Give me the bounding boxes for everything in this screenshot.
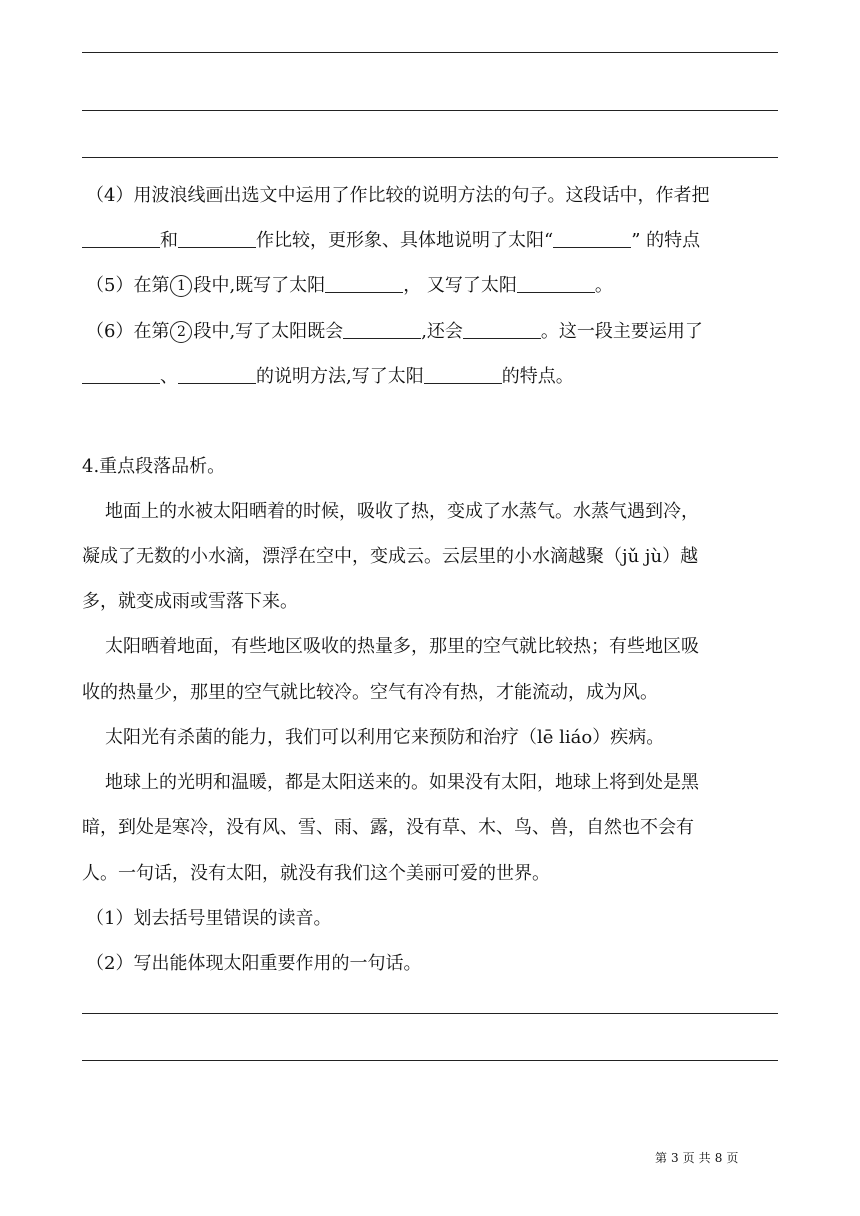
passage-line-9: 人。一句话，没有太阳，就没有我们这个美丽可爱的世界。 [82,863,550,884]
q6-blank-4[interactable] [178,365,256,384]
q6-blank-1[interactable] [343,320,421,339]
q4-line-2 [82,229,700,253]
passage-line-4: 太阳晒着地面，有些地区吸收的热量多，那里的空气就比较热；有些地区吸 [105,636,699,657]
q6-blank-5[interactable] [424,365,502,384]
answer-line-1 [82,52,778,53]
q6-blank-2[interactable] [463,320,541,339]
q6-mid3: 。这一段主要运用了 [540,321,703,342]
passage-line-7: 地球上的光明和温暖，都是太阳送来的。如果没有太阳，地球上将到处是黑 [105,772,699,793]
circled-number-2: 2 [170,321,192,343]
q4-blank-1[interactable] [82,229,160,248]
passage-line-8: 暗，到处是寒冷，没有风、雪、雨、露，没有草、木、鸟、兽，自然也不会有 [82,817,694,838]
q5-mid1: 段中,既写了太阳 [193,275,326,296]
q5-end: 。 [594,275,613,296]
q1-text: （1）划去括号里错误的读音。 [86,908,332,929]
q4-line-1 [86,184,709,208]
q4-suffix: ” 的特点 [631,230,701,251]
passage-line-6: 太阳光有杀菌的能力，我们可以利用它来预防和治疗（lē liáo）疾病。 [105,727,665,748]
q5-line [86,274,613,298]
passage-line-3: 多，就变成雨或雪落下来。 [82,591,298,612]
q6-mid2: ,还会 [421,321,463,342]
q5-mid2: ， 又写了太阳 [403,275,517,296]
q6-blank-3[interactable] [82,365,160,384]
q6-end: 的特点。 [501,366,574,387]
footer-total-pages: 8 [714,1151,723,1165]
passage-line-2: 凝成了无数的小水滴，漂浮在空中，变成云。云层里的小水滴越聚（jǔ jù）越 [82,546,699,567]
q4-prefix: （4）用波浪线画出选文中运用了作比较的说明方法的句子。这段话中，作者把 [86,185,710,206]
q4-blank-2[interactable] [178,229,256,248]
section-4-title: 4.重点段落品析。 [82,456,226,477]
footer-ye-1: 页 [682,1151,695,1165]
q6-line-1 [86,320,703,344]
answer-line-4 [82,1013,778,1014]
q6-mid4: 的说明方法,写了太阳 [256,366,424,387]
passage-line-1: 地面上的水被太阳晒着的时候，吸收了热，变成了水蒸气。水蒸气遇到冷， [105,501,699,522]
footer-page-number: 3 [671,1151,679,1165]
footer-ye-2: 页 [726,1151,739,1165]
q4-blank-3[interactable] [553,229,631,248]
footer-gong: 共 [698,1151,711,1165]
page-footer [655,1150,742,1166]
answer-line-5 [82,1060,778,1061]
q6-line-2 [82,365,574,389]
q2-text: （2）写出能体现太阳重要作用的一句话。 [86,953,422,974]
answer-line-2 [82,110,778,111]
q4-compare: 作比较，更形象、具体地说明了太阳“ [256,230,554,251]
circled-number-1: 1 [170,275,192,297]
q6-mid1: 段中,写了太阳既会 [193,321,344,342]
answer-line-3 [82,157,778,158]
q5-blank-2[interactable] [517,274,595,293]
footer-di: 第 [655,1151,668,1165]
q6-prefix: （6）在第 [86,321,170,342]
q5-prefix: （5）在第 [86,275,170,296]
q4-and: 和 [160,230,178,251]
passage-line-5: 收的热量少，那里的空气就比较冷。空气有冷有热，才能流动，成为风。 [82,682,658,703]
q5-blank-1[interactable] [325,274,403,293]
q6-sep: 、 [160,366,178,387]
